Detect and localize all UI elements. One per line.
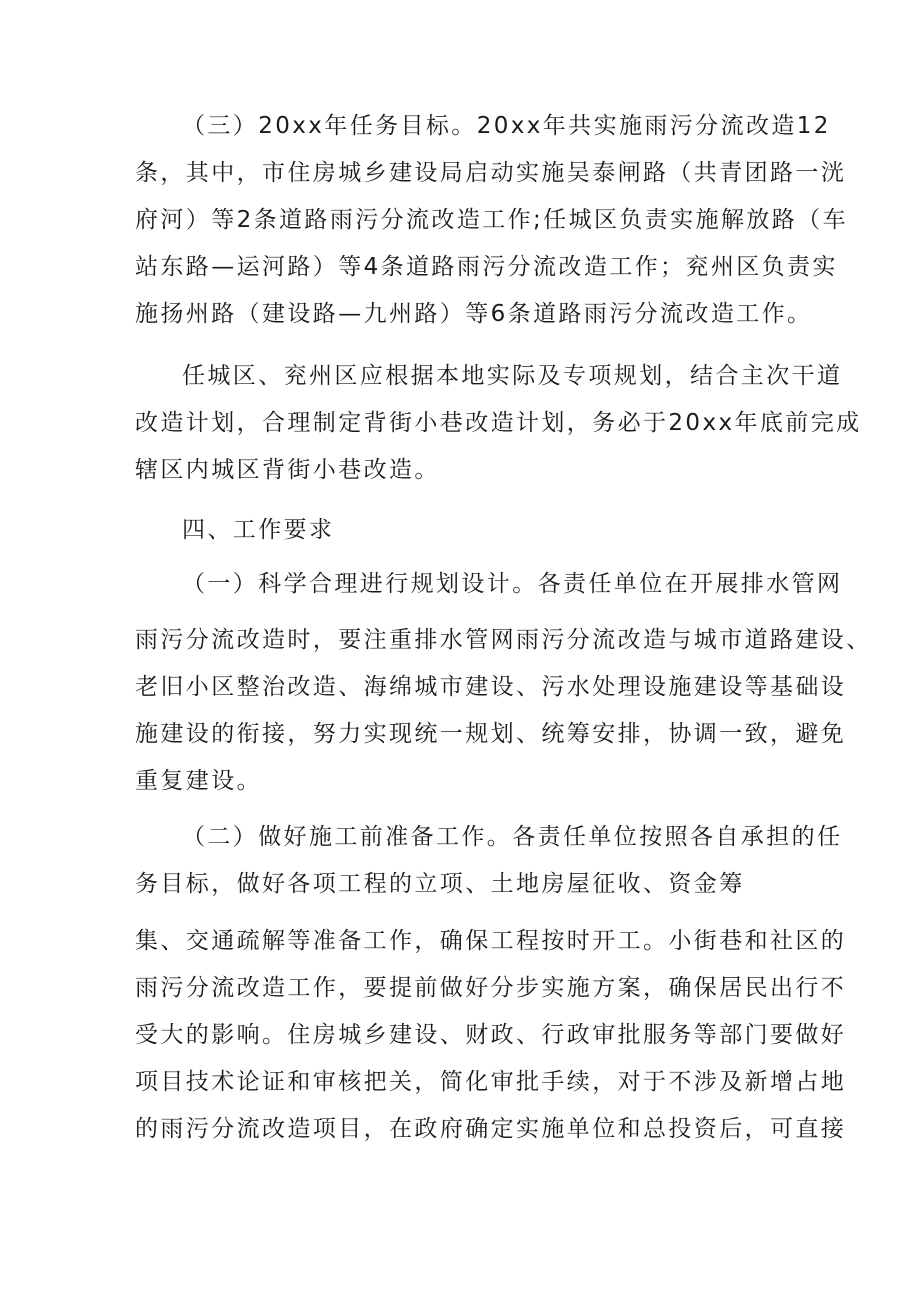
- text-line: 重复建设。: [135, 768, 262, 794]
- text-line: （一）科学合理进行规划设计。各责任单位在开展排水管网: [182, 571, 843, 597]
- text-line: （二）做好施工前准备工作。各责任单位按照各自承担的任: [182, 824, 843, 850]
- text-line: 的雨污分流改造项目，在政府确定实施单位和总投资后，可直接: [135, 1116, 847, 1142]
- text-line: 项目技术论证和审核把关，简化审批手续，对于不涉及新增占地: [135, 1069, 847, 1095]
- text-line: 施建设的衔接，努力实现统一规划、统筹安排，协调一致，避免: [135, 721, 847, 747]
- text-line: 老旧小区整治改造、海绵城市建设、污水处理设施建设等基础设: [135, 674, 847, 700]
- text-line: （三）20xx年任务目标。20xx年共实施雨污分流改造12: [182, 113, 831, 139]
- section-heading: 四、工作要求: [182, 517, 335, 543]
- text-line: 施扬州路（建设路—九州路）等6条道路雨污分流改造工作。: [135, 301, 813, 327]
- text-line: 改造计划，合理制定背街小巷改造计划，务必于20xx年底前完成: [135, 410, 862, 436]
- text-line: 府河）等2条道路雨污分流改造工作;任城区负责实施解放路（车: [135, 207, 848, 233]
- text-line: 雨污分流改造时，要注重排水管网雨污分流改造与城市道路建设、: [135, 627, 872, 653]
- text-line: 辖区内城区背街小巷改造。: [135, 457, 440, 483]
- text-line: 集、交通疏解等准备工作，确保工程按时开工。小街巷和社区的: [135, 928, 847, 954]
- text-line: 务目标，做好各项工程的立项、土地房屋征收、资金筹: [135, 871, 745, 897]
- text-line: 雨污分流改造工作，要提前做好分步实施方案，确保居民出行不: [135, 975, 847, 1001]
- text-line: 条，其中，市住房城乡建设局启动实施吴泰闸路（共青团路一洸: [135, 160, 847, 186]
- text-line: 受大的影响。住房城乡建设、财政、行政审批服务等部门要做好: [135, 1022, 847, 1048]
- text-line: 任城区、兖州区应根据本地实际及专项规划，结合主次干道: [182, 363, 843, 389]
- text-line: 站东路—运河路）等4条道路雨污分流改造工作；兖州区负责实: [135, 254, 838, 280]
